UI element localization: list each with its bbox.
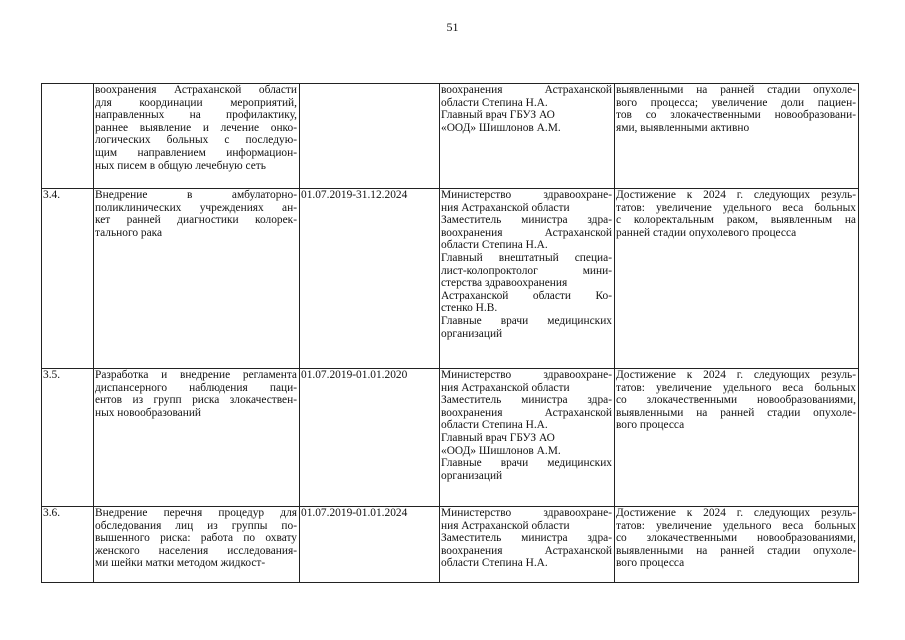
responsible-cell <box>440 84 615 189</box>
event-cell <box>94 507 300 583</box>
event-cell-line: Внедрение перечня процедур для <box>95 507 297 519</box>
event-cell-line: ентов из групп риска злокачествен- <box>95 394 297 407</box>
responsible-cell-line: воохранения Астраханской <box>441 226 612 239</box>
responsible-cell-line: Главный внештатный специа- <box>441 251 612 264</box>
responsible-cell-line: Заместитель министра здра- <box>441 394 612 407</box>
table-row <box>42 507 859 583</box>
result-cell-line: Достижение к 2024 г. следующих резуль- <box>616 189 856 201</box>
responsible-cell-line: воохранения Астраханской <box>441 84 612 96</box>
result-cell-line: ранней стадии опухолевого процесса <box>616 226 797 239</box>
event-cell-line: направленных на профилактику, <box>95 109 297 122</box>
table-row <box>42 84 859 189</box>
responsible-cell-line: ния Астраханской области <box>441 519 570 532</box>
responsible-cell <box>440 189 615 369</box>
responsible-cell-line: ния Астраханской области <box>441 201 570 214</box>
result-cell-line: со злокачественными новообразованиями, <box>616 532 856 545</box>
plan-table <box>41 83 859 583</box>
page-number: 51 <box>446 20 459 34</box>
result-cell-line: выявленными на ранней стадии опухоле- <box>616 406 856 419</box>
result-cell-line: татов: увеличение удельного веса больных <box>616 201 856 214</box>
responsible-cell-line: лист-колопроктолог мини- <box>441 264 612 277</box>
responsible-cell-line: организаций <box>441 469 503 482</box>
table-row <box>42 369 859 507</box>
event-cell-line: вышенного риска: работа по охвату <box>95 532 297 545</box>
responsible-cell-line: Главные врачи медицинских <box>441 457 612 470</box>
responsible-cell-line: воохранения Астраханской <box>441 406 612 419</box>
result-cell <box>615 84 859 189</box>
result-cell-line: вого процесса <box>616 419 685 432</box>
result-cell-line: выявленными на ранней стадии опухоле- <box>616 84 856 96</box>
responsible-cell-line: ния Астраханской области <box>441 381 570 394</box>
responsible-cell-line: Министерство здравоохране- <box>441 369 612 381</box>
event-cell-line: тального рака <box>95 226 163 239</box>
event-cell <box>94 369 300 507</box>
responsible-cell-line: «ООД» Шишлонов А.М. <box>441 444 561 457</box>
table-row <box>42 189 859 369</box>
responsible-cell-line: Министерство здравоохране- <box>441 507 612 519</box>
result-cell-line: со злокачественными новообразованиями, <box>616 394 856 407</box>
event-cell-line: ми шейки матки методом жидкост- <box>95 557 266 570</box>
period-cell: 01.07.2019-01.01.2024 <box>300 507 440 583</box>
result-cell <box>615 189 859 369</box>
event-cell-line: Внедрение в амбулаторно- <box>95 189 297 201</box>
result-cell <box>615 369 859 507</box>
event-cell <box>94 84 300 189</box>
responsible-cell-line: Астраханской области Ко- <box>441 289 612 302</box>
row-number: 3.5. <box>42 369 94 507</box>
event-cell-line: диспансерного наблюдения паци- <box>95 381 297 394</box>
event-cell-line: Разработка и внедрение регламента <box>95 369 297 381</box>
result-cell-line: вого процесса <box>616 557 685 570</box>
responsible-cell-line: Главные врачи медицинских <box>441 314 612 327</box>
responsible-cell-line: стерства здравоохранения <box>441 277 568 290</box>
event-cell-line: щим направлением информацион- <box>95 146 297 159</box>
responsible-cell-line: «ООД» Шишлонов А.М. <box>441 121 561 134</box>
period-cell <box>300 84 440 189</box>
responsible-cell <box>440 507 615 583</box>
result-cell-line: татов: увеличение удельного веса больных <box>616 381 856 394</box>
result-cell-line: татов: увеличение удельного веса больных <box>616 519 856 532</box>
event-cell <box>94 189 300 369</box>
responsible-cell-line: Главный врач ГБУЗ АО <box>441 431 555 444</box>
responsible-cell-line: области Степина Н.А. <box>441 419 548 432</box>
event-cell-line: поликлинических учреждениях ан- <box>95 201 297 214</box>
responsible-cell-line: стенко Н.В. <box>441 302 498 315</box>
responsible-cell-line: воохранения Астраханской <box>441 544 612 557</box>
result-cell-line: с колоректальным раком, выявленным на <box>616 214 856 227</box>
event-cell-line: для координации мероприятий, <box>95 96 297 109</box>
event-cell-line: воохранения Астраханской области <box>95 84 297 96</box>
event-cell-line: кет ранней диагностики колорек- <box>95 214 297 227</box>
responsible-cell-line: Главный врач ГБУЗ АО <box>441 109 555 122</box>
period-cell: 01.07.2019-01.01.2020 <box>300 369 440 507</box>
event-cell-line: ных писем в общую лечебную сеть <box>95 159 266 172</box>
responsible-cell-line: области Степина Н.А. <box>441 96 548 109</box>
event-cell-line: раннее выявление и лечение онко- <box>95 121 297 134</box>
row-number <box>42 84 94 189</box>
result-cell <box>615 507 859 583</box>
responsible-cell-line: Заместитель министра здра- <box>441 214 612 227</box>
responsible-cell-line: Министерство здравоохране- <box>441 189 612 201</box>
result-cell-line: ями, выявленными активно <box>616 121 750 134</box>
result-cell-line: тов со злокачественными новообразовани- <box>616 109 856 122</box>
event-cell-line: женского населения исследования- <box>95 544 297 557</box>
result-cell-line: вого процесса; увеличение доли пациен- <box>616 96 856 109</box>
result-cell-line: Достижение к 2024 г. следующих резуль- <box>616 369 856 381</box>
period-cell: 01.07.2019-31.12.2024 <box>300 189 440 369</box>
responsible-cell-line: области Степина Н.А. <box>441 239 548 252</box>
row-number: 3.4. <box>42 189 94 369</box>
responsible-cell-line: области Степина Н.А. <box>441 557 548 570</box>
event-cell-line: ных новообразований <box>95 406 202 419</box>
result-cell-line: выявленными на ранней стадии опухоле- <box>616 544 856 557</box>
responsible-cell-line: Заместитель министра здра- <box>441 532 612 545</box>
event-cell-line: логических больных с последую- <box>95 134 297 147</box>
result-cell-line: Достижение к 2024 г. следующих резуль- <box>616 507 856 519</box>
responsible-cell <box>440 369 615 507</box>
event-cell-line: обследования лиц из группы по- <box>95 519 297 532</box>
row-number: 3.6. <box>42 507 94 583</box>
responsible-cell-line: организаций <box>441 327 503 340</box>
